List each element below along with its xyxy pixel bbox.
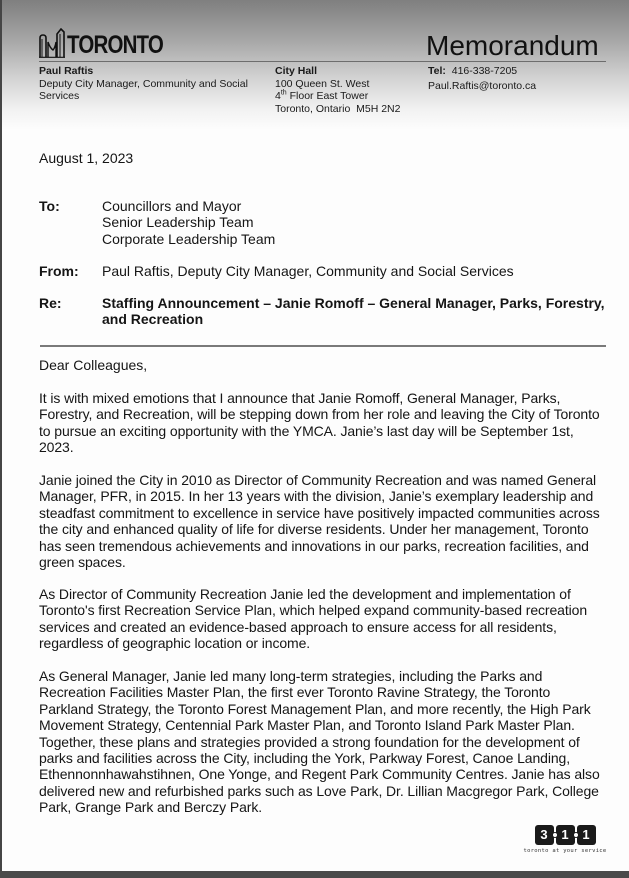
paragraph-1 (39, 390, 614, 456)
311-tagline: toronto at your service (523, 848, 607, 854)
paragraph-line: Manager, PFR, in 2015. In her 13 years with the division, Janie’s exemplary leadership and (39, 488, 594, 505)
memo-page (2, 0, 629, 871)
floor-ordinal: th (280, 89, 287, 97)
paragraph-line: services and created an evidence-based approach to ensure access for all residents, (39, 618, 557, 635)
paragraph-line: As Director of Community Recreation Janie led the development and implementation of (39, 586, 571, 602)
from-label: From: (39, 263, 79, 279)
address-line-2 (275, 90, 425, 103)
311-digit: 1 (577, 825, 596, 845)
311-digit: 1 (556, 825, 575, 845)
address-block (275, 65, 425, 115)
paragraph-line: steadfast commitment to excellence in service have positively impacted communities across (39, 504, 600, 521)
tel-label: Tel: (428, 65, 446, 77)
logo-wordmark: TORONTO (67, 31, 164, 59)
floor-text: Floor East Tower (286, 90, 369, 102)
paragraph-2 (39, 472, 614, 570)
paragraph-4 (39, 668, 614, 816)
sender-name: Paul Raftis (39, 65, 94, 77)
paragraph-line: has seen tremendous achievements and innovations in our parks, recreation facilities, and (39, 537, 589, 554)
recipient: Corporate Leadership Team (102, 230, 276, 247)
address-heading: City Hall (275, 65, 318, 77)
paragraph-line: Ethennonnhawahstihnen, One Yonge, and Regent Park Community Centres. Janie has also (39, 766, 600, 783)
sender-block (39, 65, 254, 103)
paragraph-line: Movement Strategy, Centennial Park Master Plan, and Toronto Island Park Master Plan. (39, 717, 575, 734)
to-recipients (102, 198, 275, 247)
paragraph-line: green spaces. (39, 554, 126, 571)
311-logo (519, 825, 611, 854)
bottom-border (0, 871, 629, 878)
phone-line (428, 65, 618, 78)
sender-title-line-1: Deputy City Manager, Community and Social (39, 77, 248, 90)
to-label: To: (39, 198, 60, 214)
paragraph-3 (39, 586, 614, 652)
recipient: Councillors and Mayor (102, 198, 242, 214)
paragraph-line: to pursue an exciting opportunity with the YMCA. Janie’s last day will be September 1st, (39, 422, 574, 439)
paragraph-line: As General Manager, Janie led many long-term strategies, including the Parks and (39, 668, 543, 684)
paragraph-line: the city and enhanced quality of life for diverse residents. Under her management, Toronto (39, 521, 589, 538)
contact-block (428, 65, 618, 92)
sender-title-line-2: Services (39, 90, 80, 102)
header-divider (39, 61, 606, 62)
311-digits (519, 825, 611, 845)
city-hall-icon (39, 28, 65, 58)
floor-number: 4 (275, 90, 281, 102)
paragraph-line: Janie joined the City in 2010 as Director of Community Recreation and was named General (39, 472, 597, 488)
salutation: Dear Colleagues, (39, 357, 148, 373)
311-dot (573, 832, 579, 838)
tel-number[interactable]: 416-338-7205 (451, 65, 518, 77)
paragraph-line: 2023. (39, 439, 74, 456)
re-subject (102, 295, 605, 328)
paragraph-line: regardless of geographic location or income. (39, 635, 311, 652)
email-link[interactable]: Paul.Raftis@toronto.ca (428, 79, 537, 92)
paragraph-line: It is with mixed emotions that I announce that Janie Romoff, General Manager, Parks, (39, 390, 561, 406)
re-label: Re: (39, 295, 62, 311)
recipient: Senior Leadership Team (102, 214, 254, 231)
311-digit: 3 (535, 825, 554, 845)
paragraph-line: delivered new and refurbished parks such as Love Park, Dr. Lillian Macgregor Park, College (39, 782, 599, 799)
paragraph-line: Recreation Facilities Master Plan, the first ever Toronto Ravine Strategy, the Toronto (39, 684, 551, 701)
paragraph-line: Together, these plans and strategies provided a strong foundation for the development of (39, 733, 580, 750)
paragraph-line: Parkland Strategy, the Toronto Forest Management Plan, and more recently, the High Park (39, 700, 591, 717)
paragraph-line: Forestry, and Recreation, will be stepping down from her role and leaving the City of Toronto (39, 406, 600, 423)
re-subject-line: and Recreation (102, 311, 204, 328)
memo-date: August 1, 2023 (39, 150, 134, 166)
paragraph-line: Toronto's first Recreation Service Plan, which helped expand community-based recreation (39, 602, 588, 619)
toronto-logo (39, 26, 184, 58)
from-value: Paul Raftis, Deputy City Manager, Community and Social Services (102, 263, 514, 279)
re-subject-line: Staffing Announcement – Janie Romoff – General Manager, Parks, Forestry, (102, 295, 605, 311)
paragraph-line: Park, Grange Park and Berczy Park. (39, 799, 263, 816)
address-line-1: 100 Queen St. West (275, 77, 370, 90)
address-line-3: Toronto, Ontario M5H 2N2 (275, 102, 401, 115)
document-type-title: Memorandum (426, 30, 599, 61)
paragraph-line: parks and facilities across the City, including the York, Parkway Forest, Canoe Landing, (39, 750, 571, 767)
body-divider (40, 345, 606, 347)
311-dot (552, 832, 558, 838)
